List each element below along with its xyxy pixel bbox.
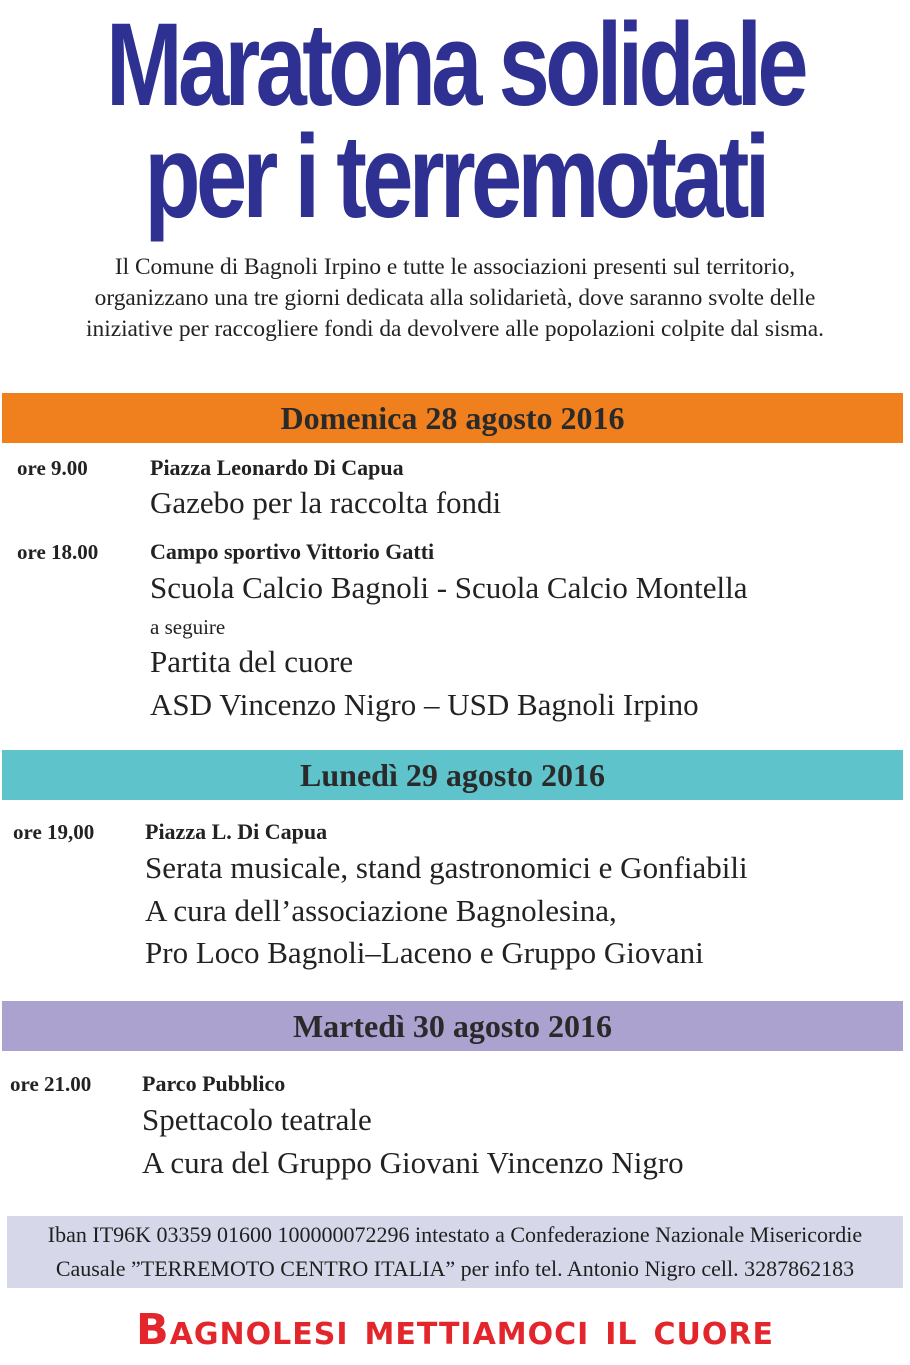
event-description: A cura del Gruppo Giovani Vincenzo Nigro <box>142 1145 684 1180</box>
donation-info-box <box>7 1216 903 1288</box>
event-description: Spettacolo teatrale <box>142 1102 372 1137</box>
day-header-sunday: Domenica 28 agosto 2016 <box>2 393 903 443</box>
event-note: a seguire <box>150 615 226 639</box>
event-description: Pro Loco Bagnoli–Laceno e Gruppo Giovani <box>145 935 704 970</box>
event-place: Parco Pubblico <box>142 1071 286 1096</box>
title-line-1: Maratona solidale <box>106 0 804 131</box>
event-description: Serata musicale, stand gastronomici e Gonfiabili <box>145 850 748 885</box>
event-place: Campo sportivo Vittorio Gatti <box>150 539 435 564</box>
iban-line: Iban IT96K 03359 01600 100000072296 intestato a Confederazione Nazionale Misericordie <box>47 1222 863 1247</box>
title-line-2: per i terremotati <box>144 111 766 243</box>
event-place: Piazza L. Di Capua <box>145 819 328 844</box>
intro-line: Il Comune di Bagnoli Irpino e tutte le associazioni presenti sul territorio, <box>114 254 796 280</box>
event-time: ore 19,00 <box>13 820 95 844</box>
day-header-tuesday: Martedì 30 agosto 2016 <box>2 1001 903 1051</box>
event-time: ore 21.00 <box>10 1072 92 1096</box>
event-time: ore 9.00 <box>17 456 88 480</box>
intro-line: iniziative per raccogliere fondi da devolvere alle popolazioni colpite dal sisma. <box>86 316 824 342</box>
event-time: ore 18.00 <box>17 540 99 564</box>
event-description: Gazebo per la raccolta fondi <box>150 485 502 520</box>
event-description: A cura dell’associazione Bagnolesina, <box>145 893 617 928</box>
event-description: Partita del cuore <box>150 644 354 679</box>
event-description: ASD Vincenzo Nigro – USD Bagnoli Irpino <box>150 687 699 722</box>
event-description: Scuola Calcio Bagnoli - Scuola Calcio Montella <box>150 570 748 605</box>
event-place: Piazza Leonardo Di Capua <box>150 455 404 480</box>
day-header-monday: Lunedì 29 agosto 2016 <box>2 750 903 800</box>
footer-slogan: Bagnolesi mettiamoci il cuore <box>136 1305 774 1355</box>
intro-paragraph <box>0 252 910 345</box>
intro-line: organizzano una tre giorni dedicata alla solidarietà, dove saranno svolte delle <box>94 285 816 311</box>
causale-line: Causale ”TERREMOTO CENTRO ITALIA” per info tel. Antonio Nigro cell. 3287862183 <box>55 1256 855 1281</box>
